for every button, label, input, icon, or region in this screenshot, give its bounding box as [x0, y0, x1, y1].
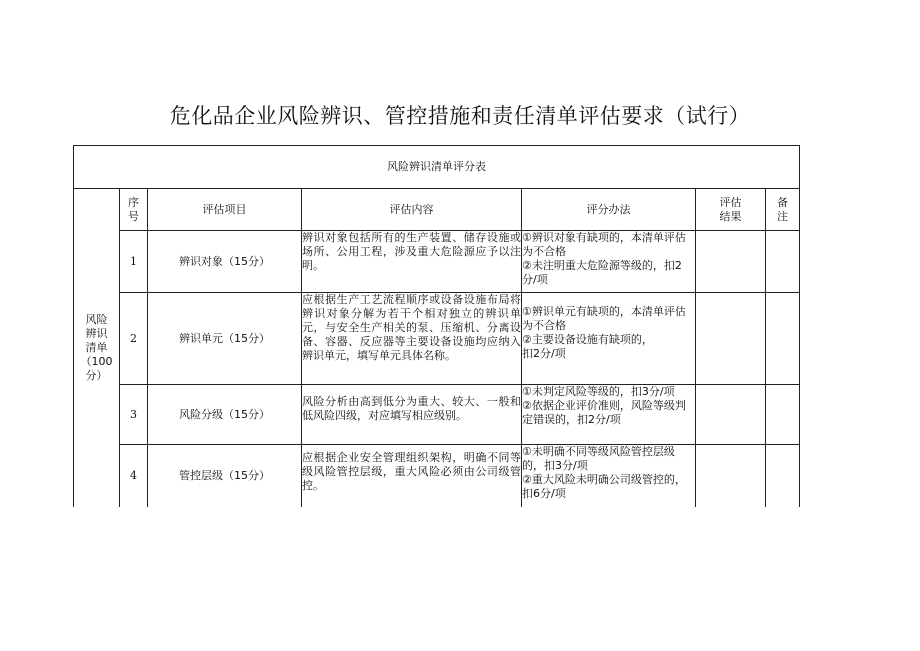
header-item: 评估项目 [148, 189, 302, 231]
row-remark [766, 231, 800, 293]
row-method: ①未明确不同等级风险管控层级的，扣3分/项 ②重大风险未明确公司级管控的，扣6分/项 [522, 445, 696, 507]
row-seq: 2 [120, 293, 148, 385]
table-caption: 风险辨识清单评分表 [74, 146, 800, 189]
row-item: 辨识单元（15分） [148, 293, 302, 385]
category-cell: 风险 辨识 清单 （100 分） [74, 189, 120, 507]
table-row [74, 231, 800, 293]
row-method: ①辨识对象有缺项的，本清单评估为不合格 ②未注明重大危险源等级的，扣2分/项 [522, 231, 696, 293]
row-item: 辨识对象（15分） [148, 231, 302, 293]
header-result: 评估 结果 [696, 189, 766, 231]
row-result [696, 385, 766, 445]
row-content: 应根据企业安全管理组织架构，明确不同等级风险管控层级，重大风险必须由公司级管控。 [302, 445, 522, 507]
document-title: 危化品企业风险辨识、管控措施和责任清单评估要求（试行） [169, 104, 751, 128]
header-method: 评分办法 [522, 189, 696, 231]
row-content: 风险分析由高到低分为重大、较大、一般和低风险四级，对应填写相应级别。 [302, 385, 522, 445]
row-item: 管控层级（15分） [148, 445, 302, 507]
table-row [74, 445, 800, 507]
header-content: 评估内容 [302, 189, 522, 231]
row-seq: 3 [120, 385, 148, 445]
row-content: 辨识对象包括所有的生产装置、储存设施或场所、公用工程，涉及重大危险源应予以注明。 [302, 231, 522, 293]
row-remark [766, 385, 800, 445]
row-item: 风险分级（15分） [148, 385, 302, 445]
row-method: ①辨识单元有缺项的，本清单评估为不合格 ②主要设备设施有缺项的， 扣2分/项 [522, 293, 696, 385]
row-result [696, 445, 766, 507]
table-row [74, 385, 800, 445]
header-remark: 备 注 [766, 189, 800, 231]
row-result [696, 231, 766, 293]
row-result [696, 293, 766, 385]
row-seq: 1 [120, 231, 148, 293]
row-remark [766, 445, 800, 507]
row-method: ①未判定风险等级的，扣3分/项 ②依据企业评价准则，风险等级判定错误的，扣2分/项 [522, 385, 696, 445]
header-seq: 序 号 [120, 189, 148, 231]
risk-identification-score-table [73, 145, 800, 507]
row-content: 应根据生产工艺流程顺序或设备设施布局将辨识对象分解为若干个相对独立的辨识单元，与安全生产相关的泵、压缩机、分离设备、容器、反应器等主要设备设施均应纳入辨识单元，填写单元具体名称。 [302, 293, 522, 385]
row-seq: 4 [120, 445, 148, 507]
table-row [74, 293, 800, 385]
row-remark [766, 293, 800, 385]
